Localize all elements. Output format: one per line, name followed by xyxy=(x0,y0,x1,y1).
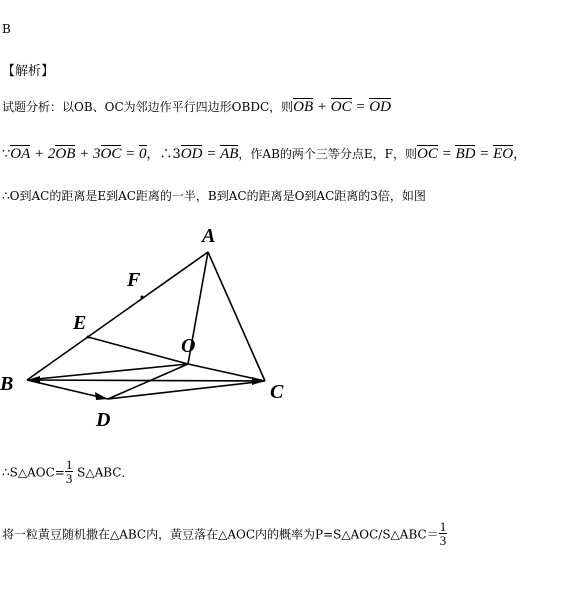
label-D: D xyxy=(96,409,111,431)
point-F xyxy=(141,296,144,299)
segment-AB xyxy=(27,252,208,380)
probability-text: 将一粒黄豆随机撒在△ABC内，黄豆落在△AOC内的概率为P=S△AOC/S△ABC＝ xyxy=(2,527,439,542)
section-heading: 【解析】 xyxy=(2,64,55,79)
term-2: + 2 xyxy=(30,146,56,162)
area-ratio-line xyxy=(2,458,133,486)
label-C: C xyxy=(270,381,284,403)
equals-sign-2: = xyxy=(202,146,221,162)
segment-AC xyxy=(208,252,265,381)
arrowhead-D xyxy=(95,392,108,400)
area-ratio-prefix: ∴S△AOC= xyxy=(2,465,65,480)
probability-denominator: 3 xyxy=(439,533,447,548)
vector-OD-2: OD xyxy=(180,146,203,162)
vector-OC-2: OC xyxy=(100,146,122,162)
vector-OD: OD xyxy=(369,99,391,115)
vector-BD: BD xyxy=(455,146,476,162)
vector-AB: AB xyxy=(220,146,239,162)
fraction-numerator: 1 xyxy=(65,457,73,472)
probability-numerator: 1 xyxy=(439,519,447,534)
plus-sign: + xyxy=(313,99,331,115)
vector-OB: OB xyxy=(293,99,314,115)
analysis-text-2: ，作AB的两个三等分点E，F，则 xyxy=(238,147,417,161)
equals-sign: = xyxy=(351,99,370,115)
term-3: + 3 xyxy=(75,146,101,162)
probability-fraction xyxy=(439,520,448,548)
segment-BO xyxy=(27,364,188,380)
segment-EO xyxy=(88,337,188,364)
label-A: A xyxy=(202,225,216,247)
zero-vector: 0 xyxy=(139,146,147,162)
analysis-line-2 xyxy=(2,143,526,163)
equals-zero-sign: = xyxy=(121,146,139,162)
area-ratio-suffix: S△ABC． xyxy=(73,465,134,480)
probability-line xyxy=(2,520,447,548)
analysis-text-1: 试题分析：以OB、OC为邻边作平行四边形OBDC，则 xyxy=(2,100,294,114)
arrowhead-B xyxy=(27,376,40,384)
analysis-line-1 xyxy=(2,96,391,116)
point-E xyxy=(87,336,90,339)
vector-OB-2: OB xyxy=(55,146,76,162)
vector-EO: EO xyxy=(493,146,514,162)
fraction-denominator: 3 xyxy=(65,471,73,486)
comma: ， xyxy=(513,147,527,162)
vector-OC: OC xyxy=(330,99,352,115)
therefore-3: ，∴3 xyxy=(146,147,181,162)
equals-sign-3: = xyxy=(437,146,456,162)
label-F: F xyxy=(127,269,141,291)
label-B: B xyxy=(0,373,14,395)
label-E: E xyxy=(73,312,87,334)
equals-sign-4: = xyxy=(475,146,494,162)
vector-OC-3: OC xyxy=(416,146,438,162)
segment-BC xyxy=(27,380,265,381)
segment-DC xyxy=(108,381,265,399)
vector-OA: OA xyxy=(10,146,31,162)
geometry-figure xyxy=(0,215,310,445)
analysis-line-3: ∴O到AC的距离是E到AC距离的一半，B到AC的距离是O到AC距离的3倍，如图 xyxy=(2,189,426,203)
because-symbol: ∵ xyxy=(2,147,11,162)
label-O: O xyxy=(181,335,196,357)
answer-text: B xyxy=(2,22,11,36)
